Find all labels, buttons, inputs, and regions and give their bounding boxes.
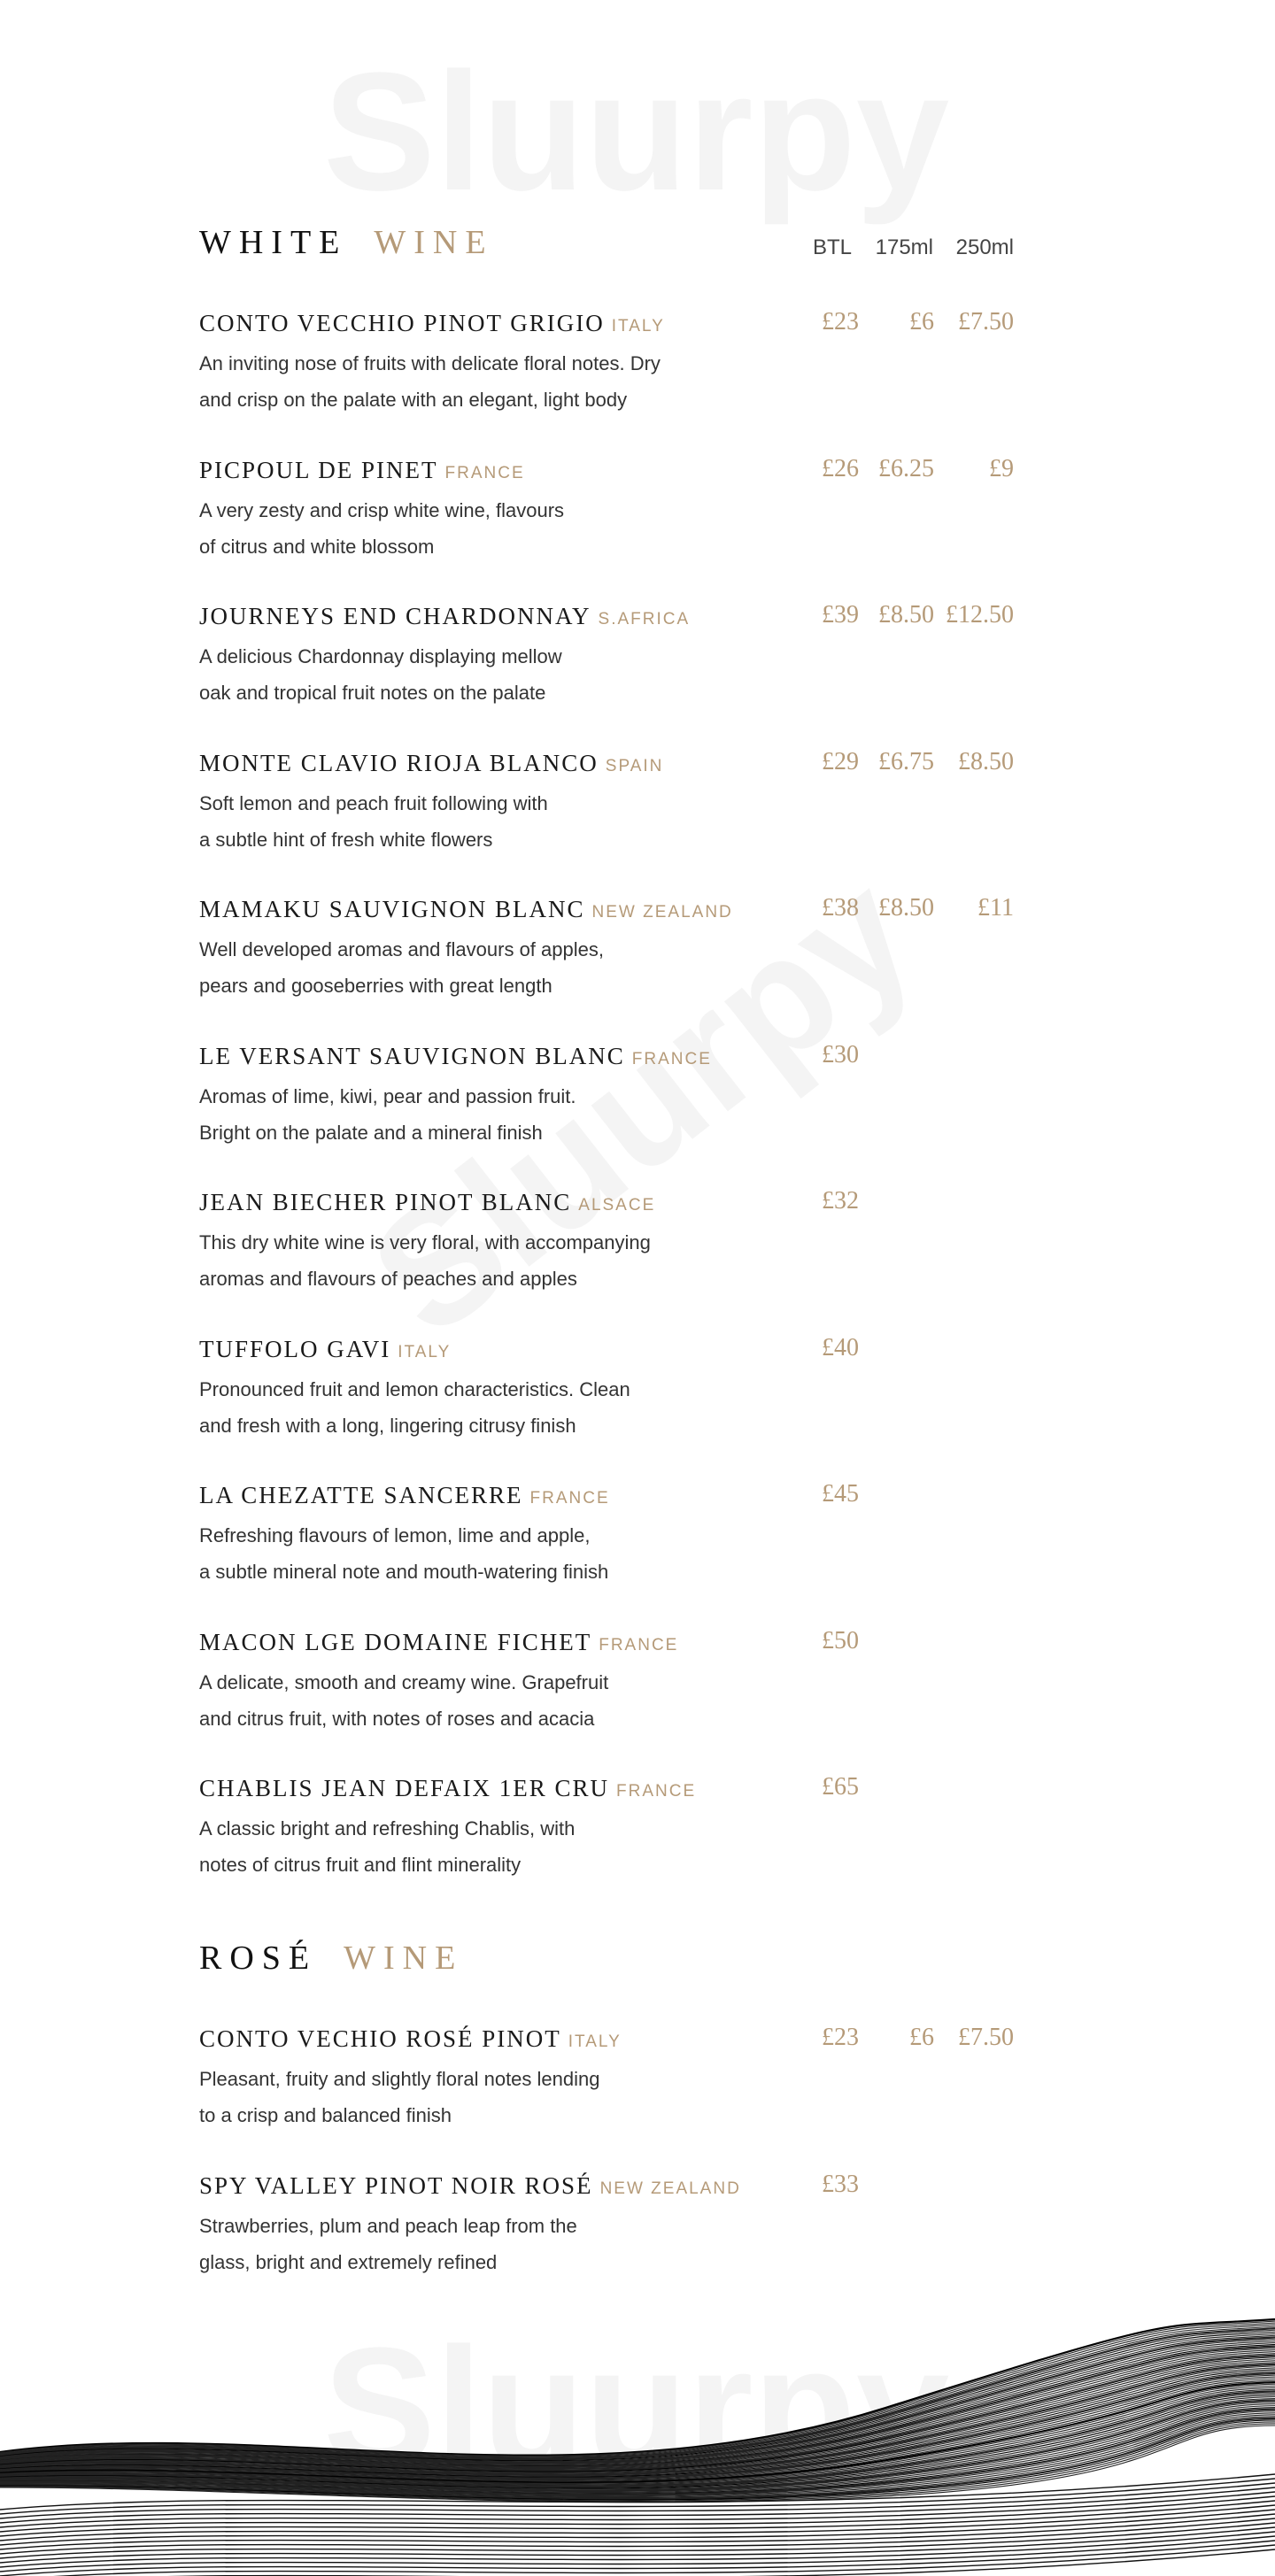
wine-origin: ALSACE bbox=[578, 1196, 656, 1215]
wine-name: PICPOUL DE PINET bbox=[199, 456, 438, 483]
wine-description: Soft lemon and peach fruit following with a subtle hint of fresh white flowers bbox=[199, 791, 548, 851]
wine-origin: S.AFRICA bbox=[598, 610, 691, 629]
wine-origin: FRANCE bbox=[616, 1782, 697, 1801]
wine-item bbox=[199, 2172, 1014, 2305]
heading-word-rose: ROSÉ bbox=[199, 1940, 318, 1977]
rose-wine-heading bbox=[199, 1939, 463, 1978]
price-column-headers bbox=[199, 235, 1014, 262]
wave-line bbox=[0, 2321, 1275, 2456]
wine-origin: FRANCE bbox=[529, 1489, 610, 1508]
wine-name: CONTO VECHIO ROSÉ PINOT bbox=[199, 2025, 561, 2052]
wine-origin: ITALY bbox=[398, 1342, 452, 1361]
column-header-175ml: 175ml bbox=[875, 235, 933, 259]
wine-description: A very zesty and crisp white wine, flavours of citrus and white blossom bbox=[199, 498, 565, 558]
price-250ml: £7.50 bbox=[958, 2024, 1014, 2051]
wine-item bbox=[199, 2025, 1014, 2158]
wine-item bbox=[199, 1482, 1014, 1615]
price-175ml: £6.75 bbox=[878, 747, 934, 775]
price-250ml: £8.50 bbox=[958, 747, 1014, 775]
heading-word-wine: WINE bbox=[344, 1940, 464, 1977]
price-175ml: £6 bbox=[909, 308, 934, 335]
wine-origin: SPAIN bbox=[605, 756, 664, 775]
wine-name: MAMAKU SAUVIGNON BLANC bbox=[199, 896, 585, 922]
wine-item bbox=[199, 747, 1014, 883]
wine-description: Pronounced fruit and lemon characteristics. Clean and fresh with a long, lingering citrusy finish bbox=[199, 1377, 630, 1437]
price-bottle: £30 bbox=[822, 1040, 859, 1068]
wine-origin: ITALY bbox=[568, 2032, 622, 2051]
price-bottle: £26 bbox=[822, 454, 859, 482]
price-175ml: £6.25 bbox=[878, 454, 934, 482]
price-250ml: £11 bbox=[978, 894, 1014, 922]
wave-line bbox=[0, 2325, 1275, 2457]
price-250ml: £7.50 bbox=[958, 308, 1014, 335]
wine-name-line bbox=[199, 310, 665, 337]
price-250ml: £9 bbox=[989, 454, 1014, 482]
wine-name: CHABLIS JEAN DEFAIX 1ER CRU bbox=[199, 1775, 610, 1801]
price-175ml: £8.50 bbox=[878, 601, 934, 629]
wine-name-line bbox=[199, 457, 525, 484]
price-bottle: £29 bbox=[822, 747, 859, 775]
column-header-btl: BTL bbox=[812, 235, 852, 259]
wine-name-line bbox=[199, 1482, 610, 1509]
wine-origin: FRANCE bbox=[631, 1049, 712, 1068]
wine-name-line bbox=[199, 2172, 741, 2200]
wine-description: A delicate, smooth and creamy wine. Grapefruit and citrus fruit, with notes of roses and acacia bbox=[199, 1670, 609, 1730]
wine-origin: FRANCE bbox=[599, 1635, 679, 1654]
wine-name: CONTO VECCHIO PINOT GRIGIO bbox=[199, 310, 605, 336]
price-bottle: £50 bbox=[822, 1626, 859, 1654]
wine-item bbox=[199, 603, 1014, 736]
price-bottle: £23 bbox=[822, 2024, 859, 2051]
wine-name-line bbox=[199, 1043, 712, 1070]
wine-item bbox=[199, 1333, 1014, 1469]
price-bottle: £33 bbox=[822, 2170, 859, 2198]
wine-description: A classic bright and refreshing Chablis, with notes of citrus fruit and flint minerality bbox=[199, 1817, 576, 1876]
wine-origin: ITALY bbox=[611, 317, 665, 335]
wine-description: This dry white wine is very floral, with accompanying aromas and flavours of peaches and apples bbox=[199, 1231, 651, 1290]
wine-description: Refreshing flavours of lemon, lime and apple, a subtle mineral note and mouth-watering finish bbox=[199, 1524, 609, 1583]
price-bottle: £40 bbox=[822, 1333, 859, 1361]
wine-name-line bbox=[199, 603, 690, 630]
wine-item bbox=[199, 896, 1014, 1029]
wine-name: JEAN BIECHER PINOT BLANC bbox=[199, 1189, 572, 1215]
wine-name: LA CHEZATTE SANCERRE bbox=[199, 1482, 523, 1508]
wine-description: Well developed aromas and flavours of apples, pears and gooseberries with great length bbox=[199, 938, 604, 997]
price-bottle: £65 bbox=[822, 1773, 859, 1801]
heading-word-wine: WINE bbox=[374, 224, 494, 261]
price-bottle: £38 bbox=[822, 894, 859, 922]
wine-item bbox=[199, 310, 1014, 443]
wine-description: Aromas of lime, kiwi, pear and passion fruit. Bright on the palate and a mineral finish bbox=[199, 1084, 576, 1144]
wine-name-line bbox=[199, 1189, 655, 1216]
price-175ml: £6 bbox=[909, 2024, 934, 2051]
wine-name-line bbox=[199, 1629, 678, 1656]
wine-name-line bbox=[199, 896, 733, 923]
wine-origin: NEW ZEALAND bbox=[599, 2179, 741, 2198]
price-bottle: £23 bbox=[822, 308, 859, 335]
wine-name-line bbox=[199, 1336, 451, 1363]
wine-name: SPY VALLEY PINOT NOIR ROSÉ bbox=[199, 2171, 593, 2199]
wine-name: MACON LGE DOMAINE FICHET bbox=[199, 1628, 592, 1655]
wine-name: LE VERSANT SAUVIGNON BLANC bbox=[199, 1042, 625, 1069]
heading-word-white: WHITE bbox=[199, 224, 348, 261]
wine-item bbox=[199, 1775, 1014, 1908]
decorative-wave-lines bbox=[0, 2310, 1275, 2576]
wine-item bbox=[199, 1189, 1014, 1322]
wine-description: An inviting nose of fruits with delicate floral notes. Dry and crisp on the palate with an elegant, light body bbox=[199, 352, 661, 411]
column-header-250ml: 250ml bbox=[955, 235, 1014, 259]
wine-name-line bbox=[199, 750, 663, 777]
wine-item bbox=[199, 454, 1014, 590]
wine-description: Strawberries, plum and peach leap from the glass, bright and extremely refined bbox=[199, 2214, 577, 2273]
wine-item bbox=[199, 1040, 1014, 1176]
wine-item bbox=[199, 1626, 1014, 1762]
watermark-logo bbox=[323, 35, 949, 228]
wine-description: A delicious Chardonnay displaying mellow oak and tropical fruit notes on the palate bbox=[199, 645, 562, 704]
price-bottle: £39 bbox=[822, 601, 859, 629]
price-175ml: £8.50 bbox=[878, 894, 934, 922]
wine-name: TUFFOLO GAVI bbox=[199, 1335, 391, 1362]
wine-name: JOURNEYS END CHARDONNAY bbox=[199, 603, 591, 629]
wine-name-line bbox=[199, 1775, 696, 1802]
wine-origin: FRANCE bbox=[444, 463, 525, 482]
price-bottle: £32 bbox=[822, 1187, 859, 1215]
price-bottle: £45 bbox=[822, 1480, 859, 1508]
wine-description: Pleasant, fruity and slightly floral notes lending to a crisp and balanced finish bbox=[199, 2068, 600, 2126]
price-250ml: £12.50 bbox=[946, 601, 1014, 629]
wine-name: MONTE CLAVIO RIOJA BLANCO bbox=[199, 749, 599, 776]
wine-origin: NEW ZEALAND bbox=[591, 903, 733, 922]
wine-name-line bbox=[199, 2025, 622, 2053]
